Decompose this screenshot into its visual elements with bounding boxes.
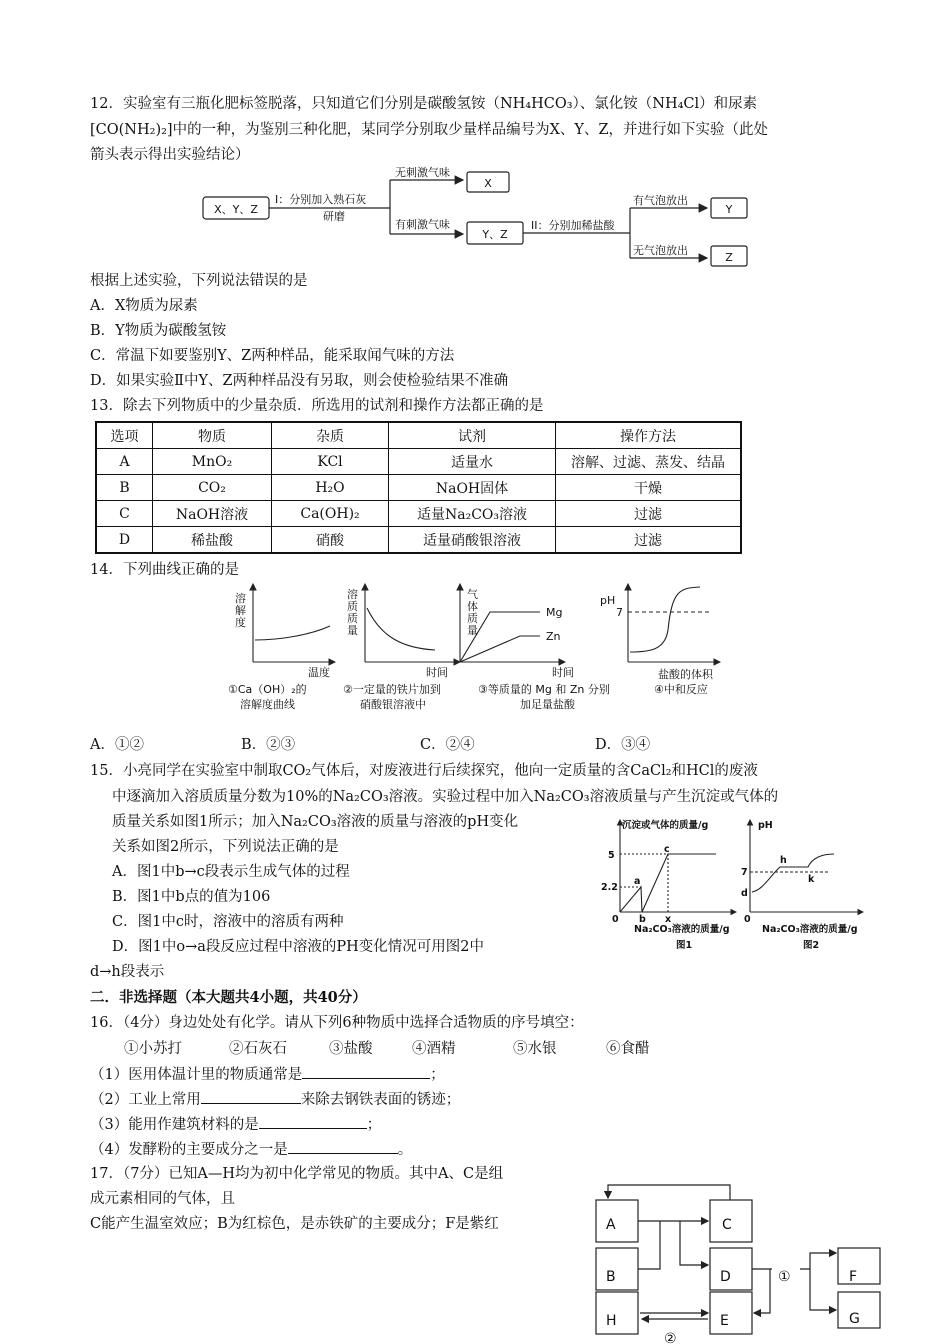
g2-ylabel-3: 质	[347, 612, 358, 625]
q16-choice-2: ②石灰石	[229, 1041, 287, 1057]
g1-caption-2: 溶解度曲线	[240, 698, 295, 711]
g3-ylabel-3: 质	[467, 612, 478, 625]
table-cell: MnO₂	[153, 449, 272, 475]
header-cell: 杂质	[272, 422, 389, 449]
g3-zn-label: Zn	[546, 630, 561, 643]
table-cell: NaOH溶液	[153, 501, 272, 527]
flow-z: Z	[725, 251, 733, 264]
q17-line1: 17．（7分）已知A—H均为初中化学常见的物质。其中A、C是组	[90, 1166, 504, 1182]
q12-line1: 12．实验室有三瓶化肥标签脱落，只知道它们分别是碳酸氢铵（NH₄HCO₃）、氯化铵（NH₄Cl）和尿素	[90, 96, 758, 112]
q16-item-2-text: （2）工业上常用	[90, 1092, 201, 1108]
table-cell: Ca(OH)₂	[272, 501, 389, 527]
g1-curve	[255, 626, 330, 640]
table-cell: NaOH固体	[389, 475, 556, 501]
label-d: D	[720, 1269, 731, 1285]
table-cell: D	[96, 527, 153, 554]
fig2-d: d	[741, 888, 748, 899]
answer-blank[interactable]	[302, 1064, 430, 1079]
fig2-caption: 图2	[803, 940, 820, 951]
q12-stem: 根据上述实验，下列说法错误的是	[90, 273, 308, 289]
g2-xlabel: 时间	[426, 666, 448, 679]
q12-line3: 箭头表示得出实验结论）	[90, 147, 250, 163]
flow-y: Y	[725, 203, 733, 216]
q14-option-a: A．①②	[90, 737, 144, 753]
q15-option-c: C．图1中c时，溶液中的溶质有两种	[112, 914, 344, 930]
g2-ylabel-4: 量	[347, 624, 358, 637]
g1-caption-1: ①Ca（OH）₂的	[228, 683, 307, 696]
q16-item-4-text: （4）发酵粉的主要成分之一是	[90, 1142, 288, 1158]
q12-option-c: C．常温下如要鉴别Y、Z两种样品，能采取闻气味的方法	[90, 348, 455, 364]
g2-ylabel-1: 溶	[347, 588, 358, 601]
fig1-a: a	[634, 876, 641, 887]
table-cell: 硝酸	[272, 527, 389, 554]
g3-ylabel-2: 体	[467, 600, 478, 613]
g3-ylabel-4: 量	[467, 624, 478, 637]
q14-graphs	[220, 580, 740, 715]
fig1-c: c	[664, 844, 670, 855]
g3-ylabel-1: 气	[467, 588, 478, 601]
g2-caption-1: ②一定量的铁片加到	[343, 683, 441, 696]
fig2-curve	[752, 854, 834, 892]
q16-item-2-end: 来除去钢铁表面的锈迹；	[300, 1092, 461, 1108]
fig1-v22: 2.2	[601, 882, 618, 893]
label-2: ②	[664, 1331, 677, 1344]
q15-option-d-tail: d→h段表示	[90, 964, 165, 980]
g4-ylabel: pH	[600, 594, 616, 607]
header-cell: 操作方法	[556, 422, 742, 449]
q16-item-1	[90, 1064, 445, 1085]
q15-line2: 中逐滴加入溶质质量分数为10%的Na₂CO₃溶液。实验过程中加入Na₂CO₃溶液质量与产生沉淀或气体的	[112, 789, 779, 805]
q16-item-4	[90, 1139, 412, 1160]
answer-blank[interactable]	[259, 1114, 367, 1129]
q16-choice-6: ⑥食醋	[606, 1041, 650, 1057]
q15-figures	[598, 812, 883, 954]
box-a	[596, 1200, 638, 1242]
q16-choice-5: ⑤水银	[513, 1041, 557, 1057]
q15-option-b: B．图1中b点的值为106	[112, 889, 271, 905]
g1-xlabel: 温度	[308, 666, 330, 679]
flow-x: X	[484, 177, 492, 190]
table-cell: 稀盐酸	[153, 527, 272, 554]
label-g: G	[849, 1311, 860, 1327]
fig2-k: k	[808, 874, 815, 885]
flow-bubble: 有气泡放出	[633, 194, 688, 207]
q13-stem: 13．除去下列物质中的少量杂质．所选用的试剂和操作方法都正确的是	[90, 398, 544, 414]
q16-item-1-end: ；	[430, 1067, 445, 1083]
flow-yz: Y、Z	[482, 228, 508, 241]
g1-ylabel-1: 溶	[235, 592, 246, 605]
q16-item-3-end: ；	[366, 1117, 382, 1133]
label-h: H	[606, 1313, 617, 1329]
fig1-ylabel: 沉淀或气体的质量/g	[622, 820, 709, 831]
box-d	[710, 1248, 752, 1290]
q12-flowchart	[195, 160, 765, 272]
fig2-xlabel: Na₂CO₃溶液的质量/g	[762, 924, 858, 935]
label-c: C	[722, 1217, 732, 1233]
table-row	[96, 449, 741, 475]
g4-seven: 7	[616, 606, 623, 619]
q13-table	[95, 421, 742, 554]
q16-item-1-text: （1）医用体温计里的物质通常是	[90, 1067, 303, 1083]
g3-zn-line	[460, 636, 540, 662]
table-cell: KCl	[272, 449, 389, 475]
flow-smell: 有刺激气味	[395, 218, 450, 231]
fig2-v7: 7	[741, 867, 748, 878]
answer-blank[interactable]	[288, 1139, 398, 1154]
q16-item-3-text: （3）能用作建筑材料的是	[90, 1117, 259, 1133]
g2-ylabel-2: 质	[347, 600, 358, 613]
q12-line2: [CO(NH₂)₂]中的一种，为鉴别三种化肥，某同学分别取少量样品编号为X、Y、Z，并进行如下实验（此处	[90, 122, 769, 138]
table-row	[96, 501, 741, 527]
flow-no-bubble: 无气泡放出	[633, 244, 688, 257]
answer-blank[interactable]	[201, 1089, 301, 1104]
q16-stem: 16．（4分）身边处处有化学。请从下列6种物质中选择合适物质的序号填空：	[90, 1015, 584, 1031]
table-cell: 溶解、过滤、蒸发、结晶	[556, 449, 742, 475]
q12-option-b: B．Y物质为碳酸氢铵	[90, 323, 227, 339]
g3-xlabel: 时间	[552, 666, 574, 679]
label-1: ①	[778, 1269, 791, 1285]
table-cell: 适量硝酸银溶液	[389, 527, 556, 554]
q16-item-4-end: 。	[397, 1142, 413, 1158]
q16-choice-1: ①小苏打	[124, 1041, 182, 1057]
q17-line2: 成元素相同的气体，且	[90, 1191, 235, 1207]
g3-mg-label: Mg	[546, 606, 563, 619]
q17-diagram	[590, 1165, 890, 1344]
fig1-v5: 5	[608, 850, 615, 861]
g1-ylabel-2: 解	[235, 604, 246, 617]
box-b	[596, 1248, 638, 1290]
flow-no-smell: 无刺激气味	[395, 166, 450, 179]
table-cell: B	[96, 475, 153, 501]
q14-option-b: B．②③	[241, 737, 296, 753]
flow-step1b: 研磨	[323, 210, 345, 223]
header-cell: 选项	[96, 422, 153, 449]
q14-option-c: C．②④	[420, 737, 475, 753]
table-row	[96, 527, 741, 554]
g4-curve	[630, 587, 700, 652]
g3-caption-1: ③等质量的 Mg 和 Zn 分别	[478, 683, 610, 696]
flow-step2: II：分别加稀盐酸	[531, 219, 615, 232]
label-f: F	[849, 1269, 858, 1285]
table-cell: CO₂	[153, 475, 272, 501]
fig1-b: b	[639, 914, 646, 925]
table-cell: 适量水	[389, 449, 556, 475]
g4-xlabel: 盐酸的体积	[658, 668, 713, 681]
table-cell: 过滤	[556, 527, 742, 554]
q15-line3: 质量关系如图1所示；加入Na₂CO₃溶液的质量与溶液的pH变化	[112, 814, 519, 830]
g1-ylabel-3: 度	[235, 616, 246, 629]
table-cell: H₂O	[272, 475, 389, 501]
fig1-o: 0	[612, 914, 619, 925]
fig1-caption: 图1	[676, 940, 693, 951]
table-cell: 过滤	[556, 501, 742, 527]
fig2-ylabel: pH	[758, 820, 773, 831]
g4-caption: ④中和反应	[654, 683, 708, 696]
q15-option-d: D．图1中o→a段反应过程中溶液的PH变化情况可用图2中	[112, 939, 484, 955]
q12-option-a: A．X物质为尿素	[90, 298, 198, 314]
label-e: E	[720, 1313, 729, 1329]
table-cell: A	[96, 449, 153, 475]
g3-caption-2: 加足量盐酸	[520, 698, 575, 711]
box-h	[596, 1292, 638, 1334]
box-e	[710, 1292, 752, 1334]
table-header-row	[96, 422, 741, 449]
fig2-o: 0	[744, 914, 751, 925]
q12-option-d: D．如果实验Ⅱ中Y、Z两种样品没有另取，则会使检验结果不准确	[90, 373, 509, 389]
header-cell: 试剂	[389, 422, 556, 449]
box-f	[838, 1248, 880, 1284]
table-cell: 干燥	[556, 475, 742, 501]
header-cell: 物质	[153, 422, 272, 449]
q15-line1: 15．小亮同学在实验室中制取CO₂气体后，对废液进行后续探究，他向一定质量的含CaCl₂和HCl的废液	[90, 763, 758, 779]
fig1-xlabel: Na₂CO₃溶液的质量/g	[634, 924, 730, 935]
g2-curve	[367, 608, 435, 650]
q15-option-a: A．图1中b→c段表示生成气体的过程	[112, 864, 350, 880]
table-cell: C	[96, 501, 153, 527]
q16-item-2	[90, 1089, 460, 1110]
fig1-x: x	[665, 914, 672, 925]
q16-choice-3: ③盐酸	[329, 1041, 373, 1057]
q16-choice-4: ④酒精	[412, 1041, 456, 1057]
flow-start: X、Y、Z	[214, 203, 258, 216]
table-cell: 适量Na₂CO₃溶液	[389, 501, 556, 527]
q16-item-3	[90, 1114, 381, 1135]
q14-option-d: D．③④	[595, 737, 651, 753]
table-row	[96, 475, 741, 501]
g2-caption-2: 硝酸银溶液中	[360, 698, 426, 711]
q14-stem: 14．下列曲线正确的是	[90, 562, 239, 578]
fig2-h: h	[780, 855, 787, 866]
q17-line3: C能产生温室效应；B为红棕色，是赤铁矿的主要成分；F是紫红	[90, 1216, 499, 1232]
label-b: B	[606, 1269, 616, 1285]
flow-step1a: I：分别加入熟石灰	[275, 193, 367, 206]
section-title: 二．非选择题（本大题共4小题，共40分）	[90, 989, 367, 1006]
label-a: A	[606, 1217, 616, 1233]
q15-line4: 关系如图2所示，下列说法正确的是	[112, 839, 339, 855]
